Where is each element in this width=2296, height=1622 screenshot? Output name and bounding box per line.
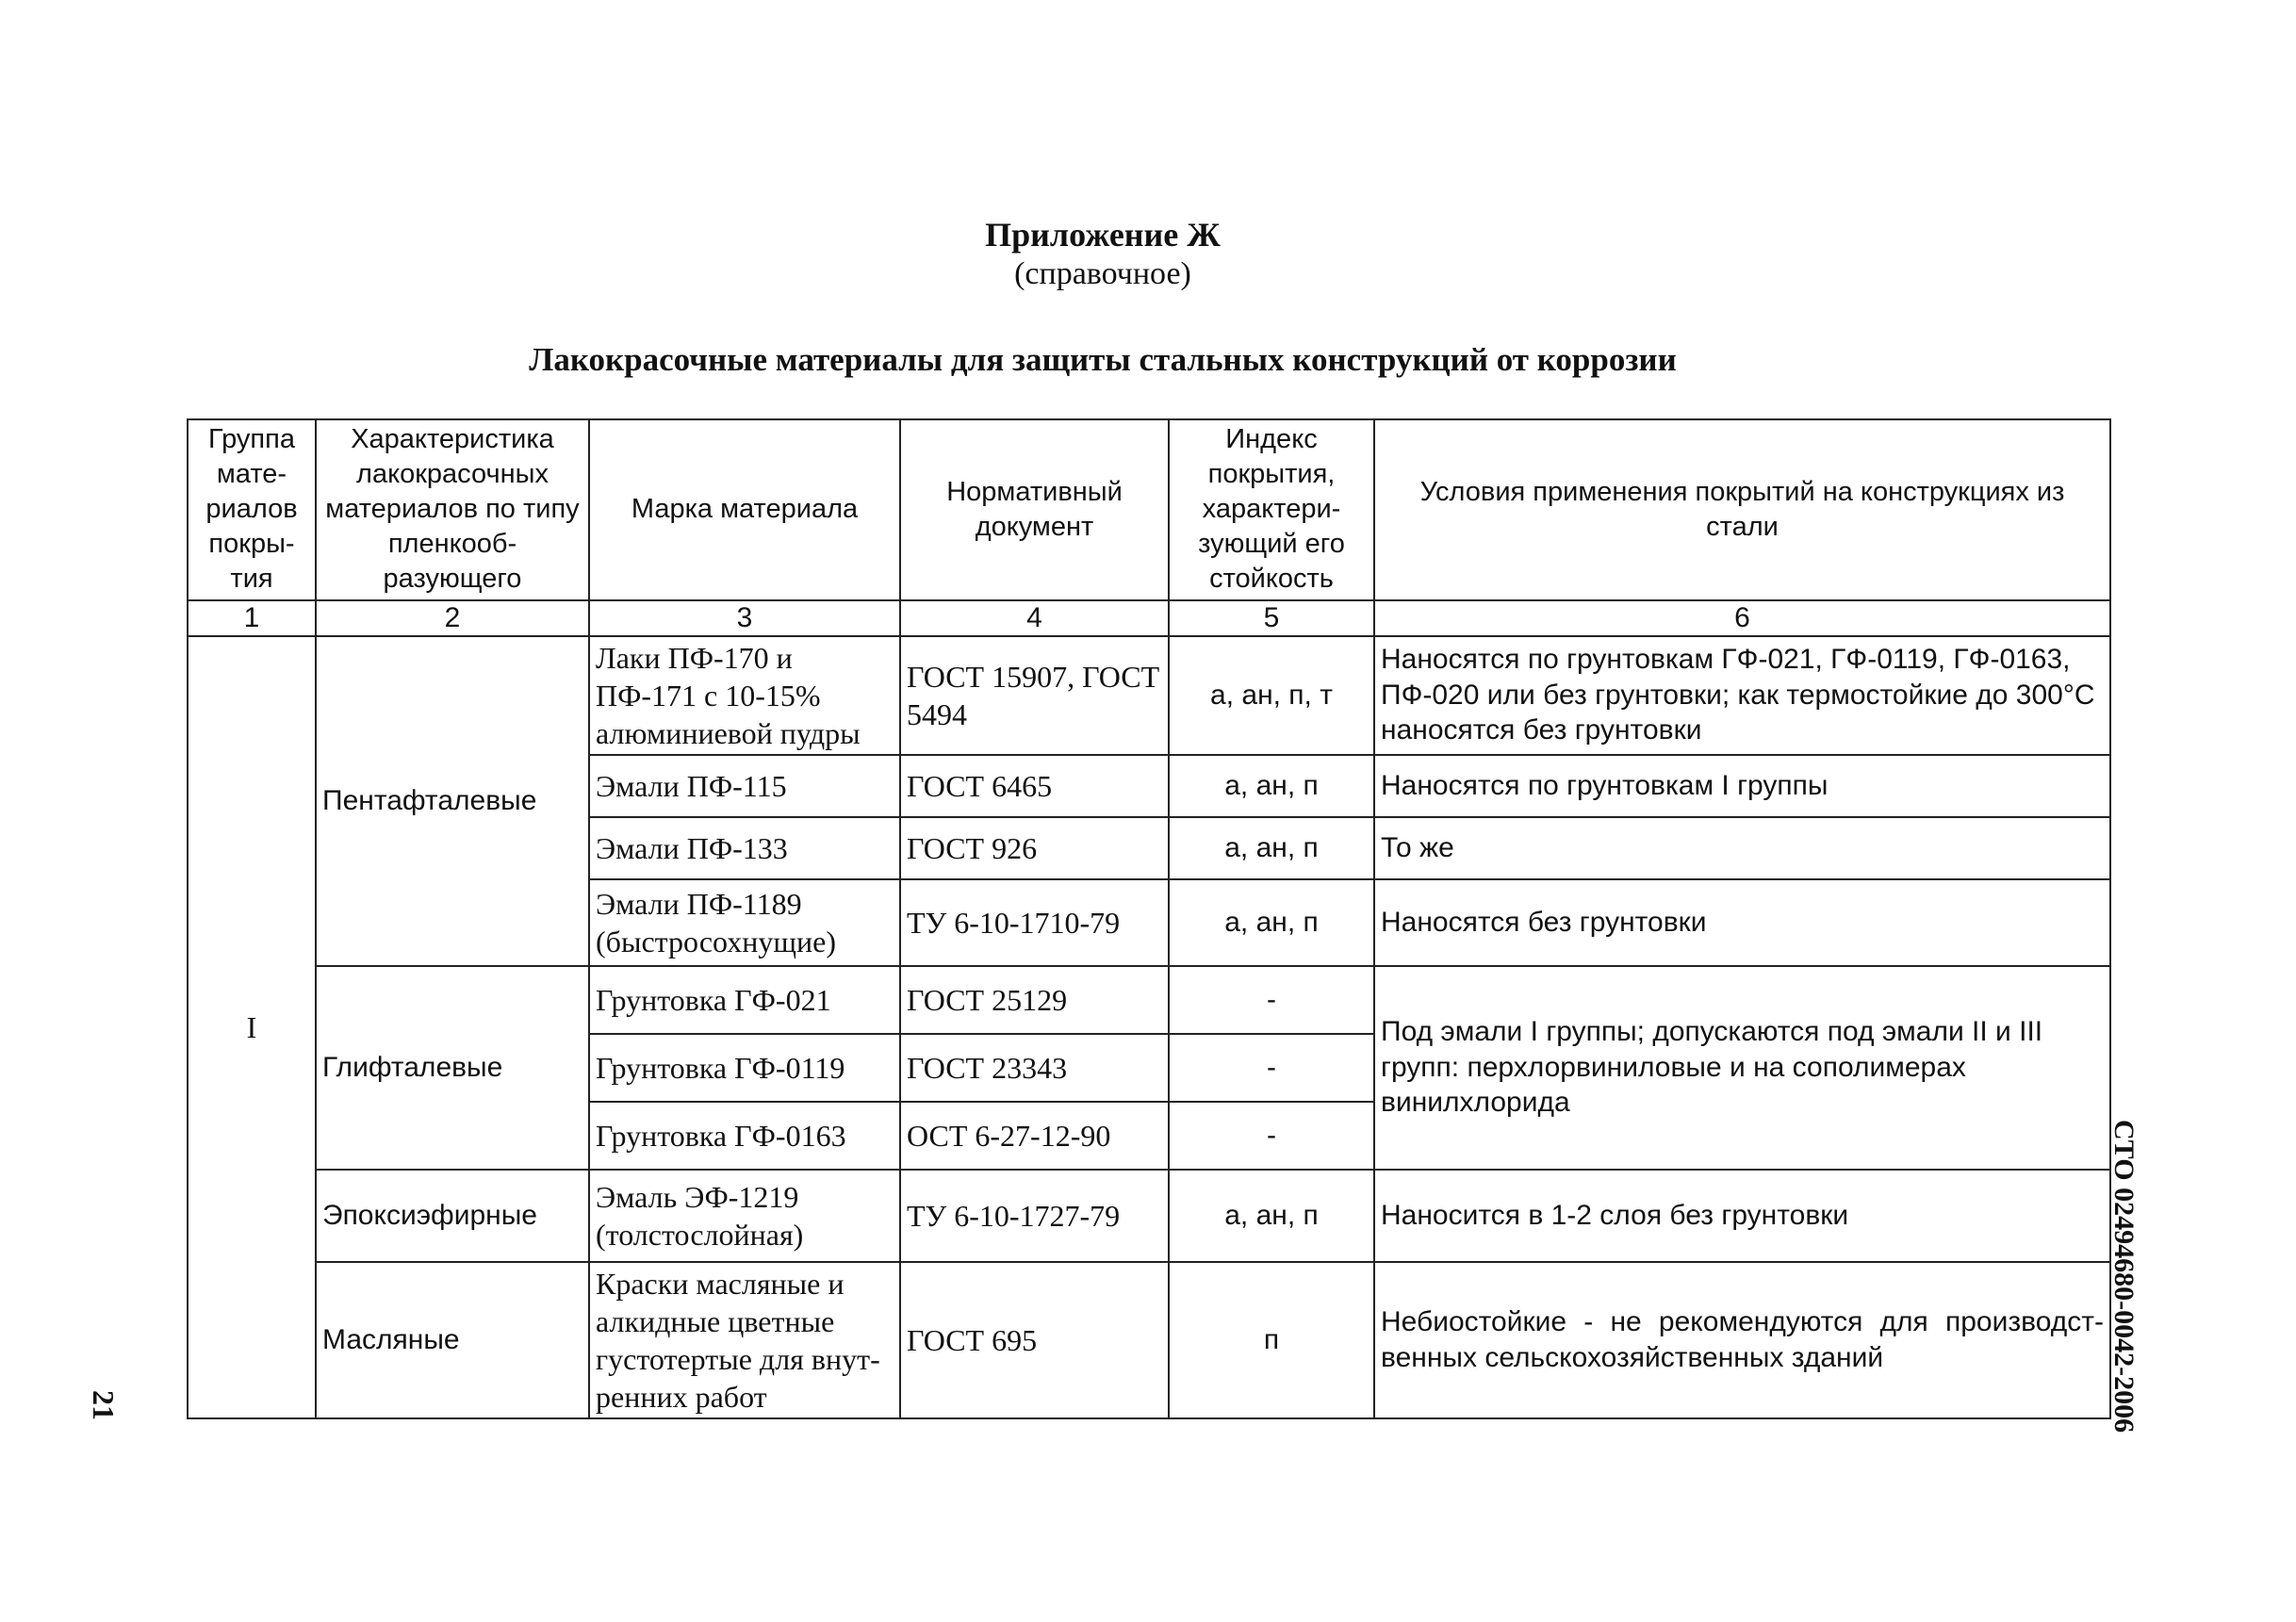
header-row — [188, 419, 2110, 600]
index-cell: - — [1169, 966, 1374, 1034]
column-number: 1 — [188, 600, 316, 636]
column-number: 6 — [1374, 600, 2110, 636]
document-cell: ГОСТ 6465 — [900, 755, 1169, 817]
column-number: 5 — [1169, 600, 1374, 636]
document-cell: ТУ 6-10-1727-79 — [900, 1170, 1169, 1262]
type-cell-pentaftal: Пентафталевые — [316, 636, 589, 966]
material-cell: Эмали ПФ-1189 (быстросохнущие) — [589, 879, 900, 966]
column-number: 4 — [900, 600, 1169, 636]
group-cell: I — [188, 636, 316, 1418]
index-cell: - — [1169, 1102, 1374, 1170]
index-cell: а, ан, п — [1169, 879, 1374, 966]
index-cell: а, ан, п — [1169, 817, 1374, 879]
column-number-row — [188, 600, 2110, 636]
conditions-cell: Наносится в 1-2 слоя без грунтовки — [1374, 1170, 2110, 1262]
document-cell: ОСТ 6-27-12-90 — [900, 1102, 1169, 1170]
index-cell: а, ан, п, т — [1169, 636, 1374, 755]
table-row — [188, 1262, 2110, 1418]
index-cell: п — [1169, 1262, 1374, 1418]
column-number: 3 — [589, 600, 900, 636]
document-code: СТО 02494680-0042-2006 — [2108, 1120, 2140, 1434]
document-cell: ГОСТ 15907, ГОСТ 5494 — [900, 636, 1169, 755]
column-header-group: Группа мате-риалов покры-тия — [188, 419, 316, 600]
document-cell: ГОСТ 926 — [900, 817, 1169, 879]
type-cell-gliftal: Глифталевые — [316, 966, 589, 1170]
table-caption: Лакокрасочные материалы для защиты стальных конструкций от коррозии — [529, 341, 1677, 378]
document-cell: ГОСТ 25129 — [900, 966, 1169, 1034]
page-number: 21 — [87, 1390, 121, 1420]
column-header-material: Марка материала — [589, 419, 900, 600]
type-cell-epoxy: Эпоксиэфирные — [316, 1170, 589, 1262]
table-row — [188, 636, 2110, 755]
material-cell: Лаки ПФ-170 и ПФ-171 с 10-15% алюминиевой пудры — [589, 636, 900, 755]
conditions-cell: Под эмали I группы; допускаются под эмали II и III групп: перхлорвиниловые и на сополимерах винилхлорида — [1374, 966, 2110, 1170]
document-cell: ГОСТ 23343 — [900, 1034, 1169, 1102]
column-header-conditions: Условия применения покрытий на конструкциях из стали — [1374, 419, 2110, 600]
material-cell: Грунтовка ГФ-0163 — [589, 1102, 900, 1170]
column-number: 2 — [316, 600, 589, 636]
document-cell: ТУ 6-10-1710-79 — [900, 879, 1169, 966]
conditions-cell: Наносятся по грунтовкам ГФ-021, ГФ-0119, ГФ-0163, ПФ-020 или без грунтовки; как термостойкие до 300°С наносятся без грунтовки — [1374, 636, 2110, 755]
column-header-index: Индекс покрытия, характери-зующий его стойкость — [1169, 419, 1374, 600]
material-cell: Краски масляные и алкидные цветные густотертые для внут-ренних работ — [589, 1262, 900, 1418]
appendix-title: Приложение Ж — [985, 216, 1221, 254]
index-cell: а, ан, п — [1169, 755, 1374, 817]
column-header-type: Характеристика лакокрасочных материалов по типу пленкооб-разующего — [316, 419, 589, 600]
table-row — [188, 1170, 2110, 1262]
column-header-document: Нормативный документ — [900, 419, 1169, 600]
material-cell: Эмали ПФ-133 — [589, 817, 900, 879]
type-cell-oil: Масляные — [316, 1262, 589, 1418]
material-cell: Грунтовка ГФ-021 — [589, 966, 900, 1034]
index-cell: а, ан, п — [1169, 1170, 1374, 1262]
table-row — [188, 966, 2110, 1034]
material-cell: Грунтовка ГФ-0119 — [589, 1034, 900, 1102]
conditions-cell: Небиостойкие - не рекомендуются для производст-венных сельскохозяйственных зданий — [1374, 1262, 2110, 1418]
conditions-cell: То же — [1374, 817, 2110, 879]
material-cell: Эмали ПФ-115 — [589, 755, 900, 817]
index-cell: - — [1169, 1034, 1374, 1102]
document-cell: ГОСТ 695 — [900, 1262, 1169, 1418]
conditions-cell: Наносятся без грунтовки — [1374, 879, 2110, 966]
conditions-cell: Наносятся по грунтовкам I группы — [1374, 755, 2110, 817]
appendix-subtitle: (справочное) — [1014, 256, 1191, 291]
materials-table — [187, 418, 2111, 1419]
material-cell: Эмаль ЭФ-1219 (толстослойная) — [589, 1170, 900, 1262]
